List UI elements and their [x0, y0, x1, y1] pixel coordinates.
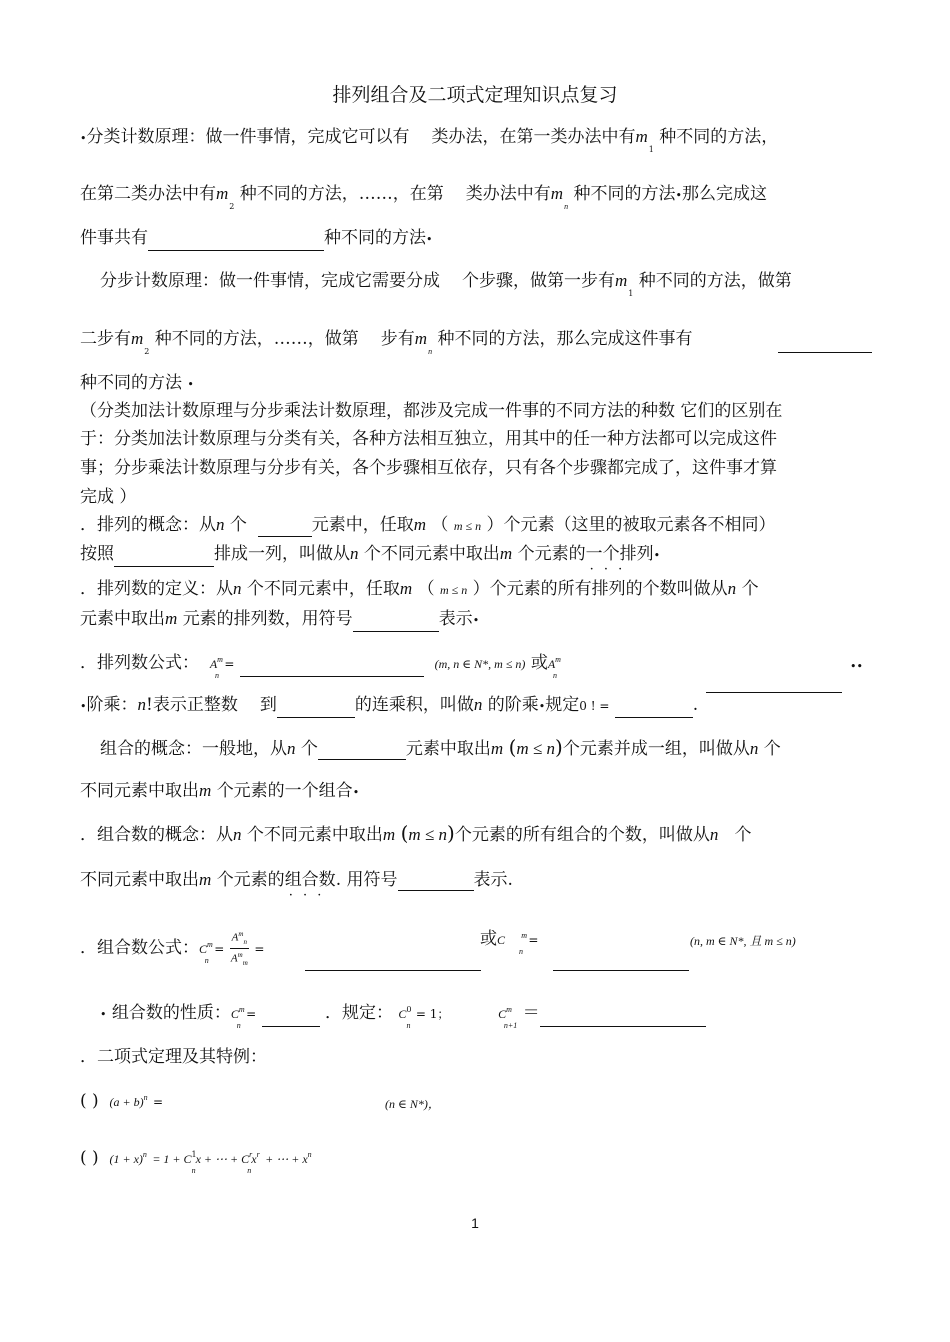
- dots: ••: [850, 660, 863, 673]
- blank-perm-formula-2[interactable]: [706, 692, 842, 693]
- blank-order[interactable]: [114, 550, 214, 567]
- binomial-condition: (n ∈ N*)，: [385, 1097, 440, 1111]
- blank-zero-factorial[interactable]: [615, 701, 693, 718]
- line-3: 件事共有 种不同的方法•: [80, 227, 433, 251]
- emphasis-combination-number: 组合数 · · ·: [285, 869, 336, 891]
- line-25: ( ) $(1 + x)^n = 1 + C^1_nx$ + ⋯ + $C^r_nx^r$ + ⋯ + $x^n$: [80, 1148, 312, 1175]
- line-22: • 组合数的性质：$C^m_n$ = ．规定： $C^0_n = 1$； $C^m_{n+1}$ ＝: [100, 1002, 706, 1027]
- line-13: ．排列数的定义：从n 个不同元素中，任取m （ m ≤ n ）个元素的所有排列的个数叫做从n 个: [80, 579, 759, 599]
- blank-step-ways[interactable]: [778, 352, 872, 353]
- combo-condition: (n, m ∈ N*, 且 m ≤ n): [690, 934, 796, 948]
- blank-total-ways[interactable]: [148, 234, 324, 251]
- blank-perm-formula-1[interactable]: [240, 660, 424, 677]
- line-12: 按照 排成一列，叫做从n 个不同元素中取出m 个元素的一个排列 · · ·•: [80, 543, 660, 567]
- combo-alt: 或C $^m_n$ =: [480, 929, 539, 956]
- page-title: 排列组合及二项式定理知识点复习: [332, 84, 618, 106]
- line-4: 分步计数原理：做一件事情，完成它需要分成 个步骤，做第一步有$m_1$ 种不同的方法，做第: [100, 271, 792, 298]
- line-20: 不同元素中取出m 个元素的组合数 · · ·. 用符号 表示.: [80, 866, 513, 891]
- combo-fraction: $\frac{A^m_n}{A^m_m}$: [230, 930, 248, 967]
- blank-distinct[interactable]: [258, 520, 312, 537]
- page-number: 1: [471, 1215, 479, 1231]
- note-line-4: 完成 ）: [80, 487, 137, 507]
- note-line-1: （分类加法计数原理与分步乘法计数原理，都涉及完成一件事的不同方法的种数 它们的区别在: [80, 401, 783, 421]
- blank-combo-distinct[interactable]: [318, 743, 406, 760]
- line-21: ．组合数公式：$C^m_n$ = $\frac{A^m_n}{A^m_m}$ =: [80, 930, 265, 967]
- line-1: •分类计数原理：做一件事情，完成它可以有 类办法，在第一类办法中有$m_1$ 种不同的方法，: [80, 127, 779, 154]
- blank-factorial-end[interactable]: [277, 701, 355, 718]
- line-15: ．排列数公式： $A^m_n$ = (m, n ∈ N*, m ≤ n) 或$A^m_n$: [80, 653, 561, 680]
- note-line-2: 于：分类加法计数原理与分类有关，各种方法相互独立，用其中的任一种方法都可以完成这件: [80, 429, 777, 449]
- note-line-3: 事；分步乘法计数原理与分步有关，各个步骤相互依存，只有各个步骤都完成了，这件事才算: [80, 458, 777, 478]
- blank-perm-symbol[interactable]: [353, 607, 439, 632]
- blank-pascal[interactable]: [540, 1010, 706, 1027]
- line-19: ．组合数的概念：从n 个不同元素中取出m (m ≤ n)个元素的所有组合的个数，叫做从n 个: [80, 821, 752, 845]
- line-2: 在第二类办法中有$m_2$ 种不同的方法，……，在第 类办法中有$m_n$ 种不同的方法•那么完成这: [80, 184, 767, 211]
- line-6: 种不同的方法 •: [80, 373, 194, 393]
- binomial-heading: ．二项式定理及其特例：: [80, 1047, 267, 1067]
- line-17: 组合的概念：一般地，从n 个 元素中取出m (m ≤ n)个元素并成一组，叫做从n 个: [100, 735, 781, 759]
- emphasis-permutation: 一个排列 · · ·: [586, 543, 654, 565]
- line-16: •阶乘：n!表示正整数 到 的连乘积，叫做n 的阶乘•规定0 ! = .: [80, 694, 698, 718]
- line-5: 二步有$m_2$ 种不同的方法，……，做第 步有$m_n$ 种不同的方法，那么完成这件事有: [80, 329, 693, 356]
- blank-combo-formula-1[interactable]: [305, 970, 481, 971]
- line-24: ( ) $(a + b)^n$ =: [80, 1091, 164, 1111]
- line-11: ．排列的概念：从n 个 元素中，任取m （ m ≤ n ）个元素（这里的被取元素各不相同）: [80, 515, 776, 535]
- line-14: 元素中取出m 元素的排列数，用符号 表示•: [80, 607, 479, 632]
- blank-combo-formula-2[interactable]: [553, 970, 689, 971]
- line-18: 不同元素中取出m 个元素的一个组合•: [80, 781, 360, 801]
- blank-combo-symbol[interactable]: [398, 866, 474, 891]
- blank-combo-property[interactable]: [262, 1010, 320, 1027]
